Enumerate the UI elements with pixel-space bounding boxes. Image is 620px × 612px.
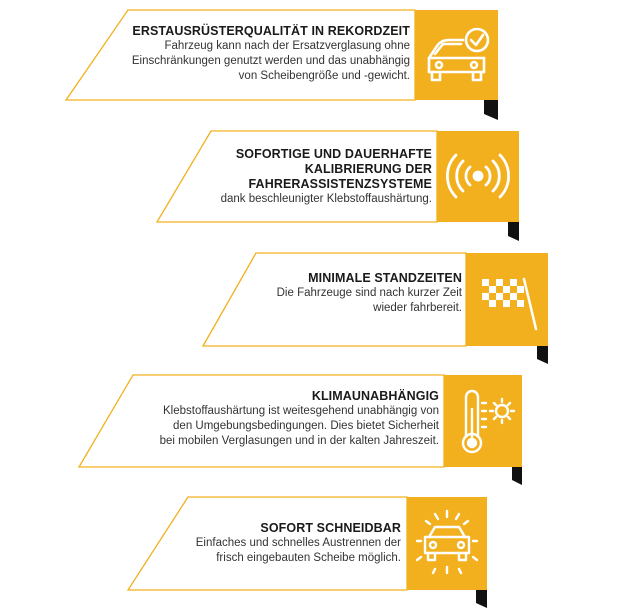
card-title: ERSTAUSRÜSTERQUALITÄT IN REKORDZEIT: [132, 24, 410, 38]
card-title: SOFORT SCHNEIDBAR: [260, 521, 401, 535]
card-text: [121, 521, 401, 566]
card-body: Einfaches und schnelles Austrennen der frisch eingebauten Scheibe möglich.: [195, 537, 401, 564]
card-title: KLIMAUNABHÄNGIG: [311, 389, 439, 403]
card-body: Die Fahrzeuge sind nach kurzer Zeit wieder fahrbereit.: [276, 287, 462, 314]
car-light-rays-icon: [407, 497, 487, 590]
card-body: Klebstoffaushärtung ist weitesgehend unabhängig von den Umgebungsbedingungen. Dies bietet Sicherheit bei mobilen Verglasungen und in der kalten Jahreszeit.: [159, 405, 439, 447]
card-body: Fahrzeug kann nach der Ersatzverglasung ohne Einschränkungen genutzt werden und das unabhängig von Scheibengröße und -gewicht.: [131, 40, 410, 82]
card-body: dank beschleunigter Klebstoffaushärtung.: [220, 193, 432, 205]
card-title: MINIMALE STANDZEITEN: [308, 271, 462, 285]
card-title: SOFORTIGE UND DAUERHAFTE KALIBRIERUNG DER FAHRERASSISTENZSYSTEME: [235, 147, 432, 191]
